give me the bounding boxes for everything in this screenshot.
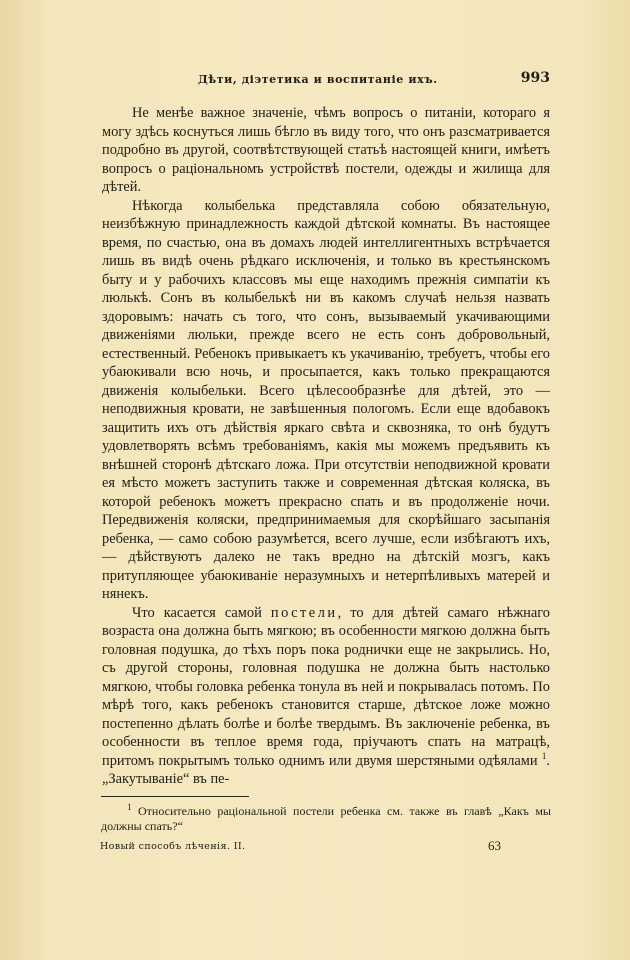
paragraph-3-middle: , то для дѣтей самаго нѣжнаго возраста она должна быть мягкою; въ особенности мягкою должна быть головная подушка, до тѣхъ поръ пока роднички еще не закрылись. Но, съ другой стороны, головная подушка не должна быть настолько мягкою, чтобы головка ребенка тонула въ ней и покрывалась потомъ. По мѣрѣ того, какъ ребенокъ становится старше, дѣтское ложе можно постепенно дѣлать болѣе и болѣе твердымъ. Въ заключеніе ребенка, въ особенности въ теплое время года, пріучаютъ спать на матрацѣ, притомъ покрытымъ только однимъ или двумя шерстяными одѣялами xyxy=(102,604,550,769)
footnote xyxy=(101,804,551,834)
footnote-mark: 1 xyxy=(127,802,132,812)
page-footer xyxy=(100,836,510,856)
page-number: 993 xyxy=(520,70,550,86)
footnote-reference[interactable]: 1 xyxy=(541,750,547,761)
page-header xyxy=(100,70,550,90)
running-title: Дѣти, діэтетика и воспитаніе ихъ. xyxy=(198,73,438,86)
paragraph-3 xyxy=(102,604,550,789)
paragraph-3-start: Что касается самой xyxy=(132,604,271,621)
emphasized-word: постели xyxy=(270,604,338,621)
footnote-text: Относительно раціональной постели ребенка см. также въ главѣ „Какъ мы должны спать?“ xyxy=(101,804,551,833)
paragraph-3-end: . „Закутываніе“ въ пе- xyxy=(102,752,550,787)
footnote-divider xyxy=(101,796,249,797)
paragraph-2: Нѣкогда колыбелька представляла собою обязательную, неизбѣжную принадлежность каждой дѣтской комнаты. Въ настоящее время, по счастью, она въ домахъ людей интеллигентныхъ встрѣчается лишь въ видѣ очень рѣдкаго исключенія, и только въ крестьянскомъ быту и у рабочихъ классовъ мы еще находимъ прежнія симпатіи къ люлькѣ. Сонъ въ колыбелькѣ ни въ какомъ случаѣ нельзя назвать здоровымъ: начать съ того, что сонъ, вызываемый укачивающими движеніями люльки, прежде всего не есть сонъ добровольный, естественный. Ребенокъ привыкаетъ къ укачиванію, требуетъ, чтобы его убаюкивали всю ночь, и просыпается, какъ только прекращаются движенія колыбельки. Всего цѣлесообразнѣе для дѣтей, это — неподвижныя кровати, не завѣшенныя пологомъ. Если еще вдобавокъ защитить ихъ отъ дѣйствія яркаго свѣта и сквозняка, то онѣ будутъ удовлетворять всѣмъ требованіямъ, какія мы можемъ предъявить къ внѣшней сторонѣ дѣтскаго ложа. При отсутствіи неподвижной кровати ея мѣсто можетъ заступить также и современная дѣтская коляска, въ которой ребенокъ можетъ прекрасно спать и въ продолженіе ночи. Передвиженія коляски, предпринимаемыя для скорѣйшаго засыпанія ребенка, — само собою разумѣется, всего лучше, если избѣгаютъ ихъ, — дѣйствуютъ далеко не такъ вредно на дѣтскій мозгъ, какъ притупляющее убаюкиваніе неразумныхъ и нетерпѣливыхъ матерей и нянекъ. xyxy=(102,197,550,602)
signature-number: 63 xyxy=(488,838,501,853)
printer-signature: Новый способъ лѣченія. II. xyxy=(100,841,246,852)
paragraph-1: Не менѣе важное значеніе, чѣмъ вопросъ о питаніи, котораго я могу здѣсь коснуться лишь бѣгло въ виду того, что онъ разсматривается подробно въ другой, соотвѣтствующей статьѣ настоящей книги, имѣетъ вопросъ о раціональномъ устройствѣ постели, одежды и жилища для дѣтей. xyxy=(102,105,550,195)
body-text xyxy=(102,104,550,789)
